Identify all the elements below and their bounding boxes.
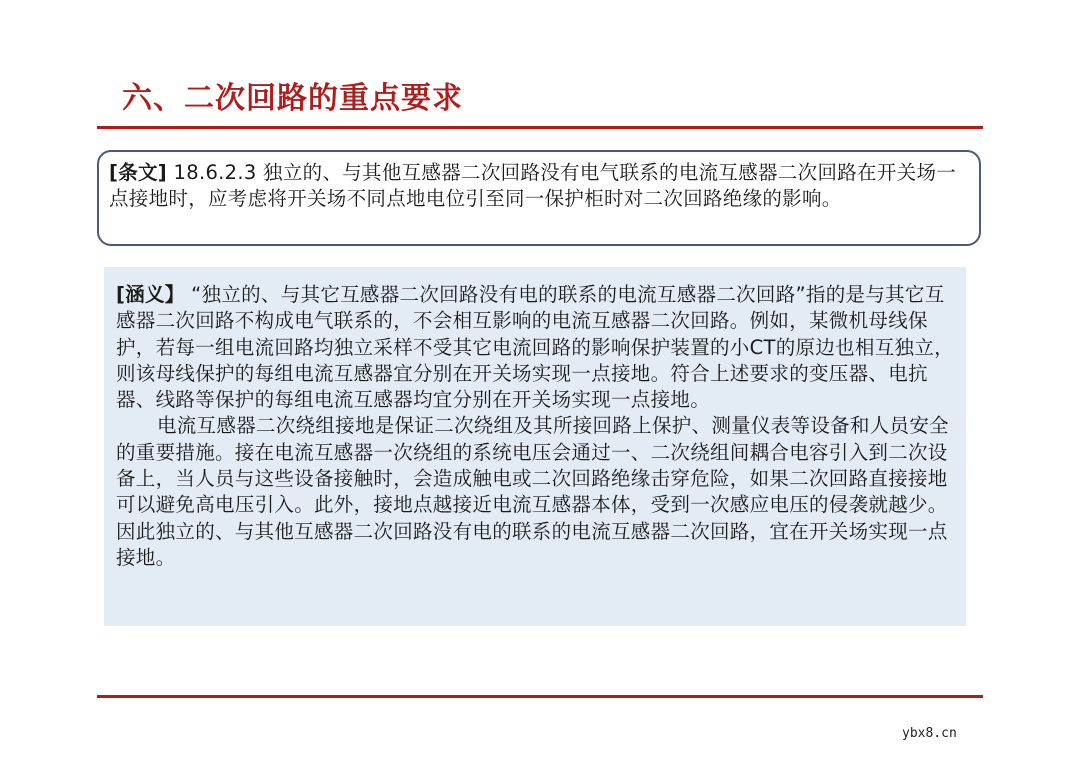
clause-box (97, 150, 981, 246)
meaning-paragraph-2: 电流互感器二次绕组接地是保证二次绕组及其所接回路上保护、测量仪表等设备和人员安全的重要措施。接在电流互感器一次绕组的系统电压会通过一、二次绕组间耦合电容引入到二次设备上，当人员与这些设备接触时，会造成触电或二次回路绝缘击穿危险，如果二次回路直接接地可以避免高电压引入。此外，接地点越接近电流互感器本体，受到一次感应电压的侵袭就越少。因此独立的、与其他互感器二次回路没有电的联系的电流互感器二次回路，宜在开关场实现一点接地。 (116, 414, 949, 569)
watermark: ybx8.cn (902, 726, 957, 741)
clause-label: [条文] (109, 161, 168, 184)
clause-text: 18.6.2.3 独立的、与其他互感器二次回路没有电气联系的电流互感器二次回路在开关场一点接地时，应考虑将开关场不同点地电位引至同一保护柜时对二次回路绝缘的影响。 (109, 161, 957, 210)
title-divider (97, 126, 983, 129)
meaning-text-1: “独立的、与其它互感器二次回路没有电的联系的电流互感器二次回路”指的是与其它互感器二次回路不构成电气联系的，不会相互影响的电流互感器二次回路。例如，某微机母线保护，若每一组电流回路均独立采样不受其它电流回路的影响保护装置的小CT的原边也相互独立，则该母线保护的每组电流互感器宜分别在开关场实现一点接地。符合上述要求的变压器、电抗器、线路等保护的每组电流互感器均宜分别在开关场实现一点接地。 (116, 283, 954, 412)
footer-divider (97, 695, 983, 698)
meaning-paragraph-1 (116, 282, 954, 413)
meaning-box (104, 267, 966, 626)
meaning-label: [涵义】 (116, 283, 185, 306)
slide-title: 六、二次回路的重点要求 (122, 81, 463, 116)
